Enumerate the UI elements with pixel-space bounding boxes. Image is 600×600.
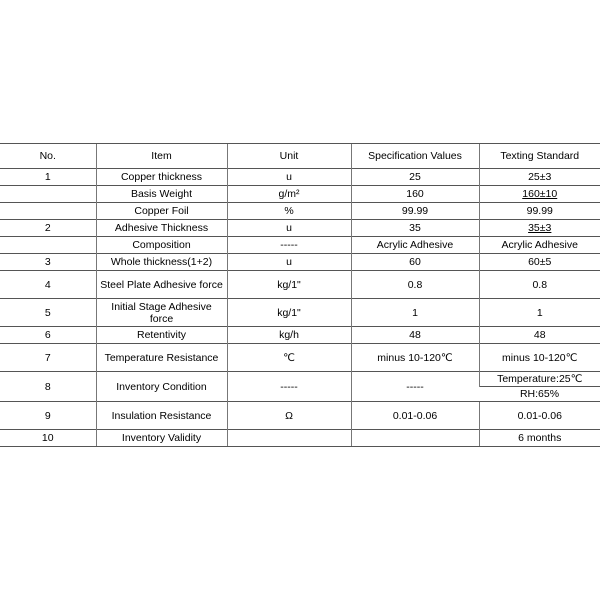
cell-unit: kg/h	[227, 327, 351, 344]
cell-no: 8	[0, 372, 96, 402]
cell-spec: 48	[351, 327, 479, 344]
table-row	[0, 327, 600, 344]
table-row	[0, 220, 600, 237]
cell-no: 6	[0, 327, 96, 344]
cell-item: Copper thickness	[96, 169, 227, 186]
cell-unit: -----	[227, 237, 351, 254]
table-row	[0, 402, 600, 430]
cell-no: 9	[0, 402, 96, 430]
table-row	[0, 203, 600, 220]
cell-std: Temperature:25℃	[479, 372, 600, 387]
header-unit: Unit	[227, 144, 351, 169]
cell-unit: Ω	[227, 402, 351, 430]
cell-item: Copper Foil	[96, 203, 227, 220]
cell-std-secondary: RH:65%	[479, 387, 600, 402]
cell-spec: 0.8	[351, 271, 479, 299]
cell-unit: kg/1"	[227, 299, 351, 327]
header-std: Texting Standard	[479, 144, 600, 169]
cell-item: Inventory Validity	[96, 430, 227, 447]
cell-item: Inventory Condition	[96, 372, 227, 402]
table-row	[0, 186, 600, 203]
cell-item: Temperature Resistance	[96, 344, 227, 372]
cell-unit: -----	[227, 372, 351, 402]
cell-unit: u	[227, 220, 351, 237]
cell-spec: 60	[351, 254, 479, 271]
cell-no: 4	[0, 271, 96, 299]
cell-item: Steel Plate Adhesive force	[96, 271, 227, 299]
cell-no: 3	[0, 254, 96, 271]
spec-table	[0, 143, 600, 447]
cell-unit: u	[227, 254, 351, 271]
cell-no: 5	[0, 299, 96, 327]
cell-unit	[227, 430, 351, 447]
cell-no	[0, 186, 96, 203]
cell-std: 99.99	[479, 203, 600, 220]
cell-unit: ℃	[227, 344, 351, 372]
header-item: Item	[96, 144, 227, 169]
cell-item: Basis Weight	[96, 186, 227, 203]
cell-std: 0.01-0.06	[479, 402, 600, 430]
cell-std: Acrylic Adhesive	[479, 237, 600, 254]
cell-std: 25±3	[479, 169, 600, 186]
cell-item: Whole thickness(1+2)	[96, 254, 227, 271]
table-row	[0, 271, 600, 299]
cell-unit: g/m²	[227, 186, 351, 203]
cell-spec: 0.01-0.06	[351, 402, 479, 430]
cell-no: 10	[0, 430, 96, 447]
header-no: No.	[0, 144, 96, 169]
cell-unit: %	[227, 203, 351, 220]
cell-std: 48	[479, 327, 600, 344]
cell-unit: u	[227, 169, 351, 186]
cell-spec: minus 10-120℃	[351, 344, 479, 372]
table-row	[0, 344, 600, 372]
cell-item: Retentivity	[96, 327, 227, 344]
cell-no	[0, 237, 96, 254]
cell-spec: 25	[351, 169, 479, 186]
header-row	[0, 144, 600, 169]
cell-spec: 1	[351, 299, 479, 327]
table-row	[0, 169, 600, 186]
cell-spec: -----	[351, 372, 479, 402]
cell-spec: 99.99	[351, 203, 479, 220]
cell-std: minus 10-120℃	[479, 344, 600, 372]
table-row	[0, 430, 600, 447]
table-row	[0, 254, 600, 271]
cell-spec: 35	[351, 220, 479, 237]
cell-unit: kg/1"	[227, 271, 351, 299]
cell-item: Initial Stage Adhesive force	[96, 299, 227, 327]
cell-no: 7	[0, 344, 96, 372]
cell-spec	[351, 430, 479, 447]
cell-std: 60±5	[479, 254, 600, 271]
cell-std: 6 months	[479, 430, 600, 447]
cell-no	[0, 203, 96, 220]
cell-item: Adhesive Thickness	[96, 220, 227, 237]
cell-no: 2	[0, 220, 96, 237]
header-spec: Specification Values	[351, 144, 479, 169]
table-row	[0, 237, 600, 254]
cell-item: Insulation Resistance	[96, 402, 227, 430]
cell-spec: 160	[351, 186, 479, 203]
table-row	[0, 372, 600, 387]
cell-std: 1	[479, 299, 600, 327]
cell-std: 160±10	[479, 186, 600, 203]
cell-spec: Acrylic Adhesive	[351, 237, 479, 254]
cell-std: 0.8	[479, 271, 600, 299]
cell-no: 1	[0, 169, 96, 186]
cell-item: Composition	[96, 237, 227, 254]
cell-std: 35±3	[479, 220, 600, 237]
table-row	[0, 299, 600, 327]
